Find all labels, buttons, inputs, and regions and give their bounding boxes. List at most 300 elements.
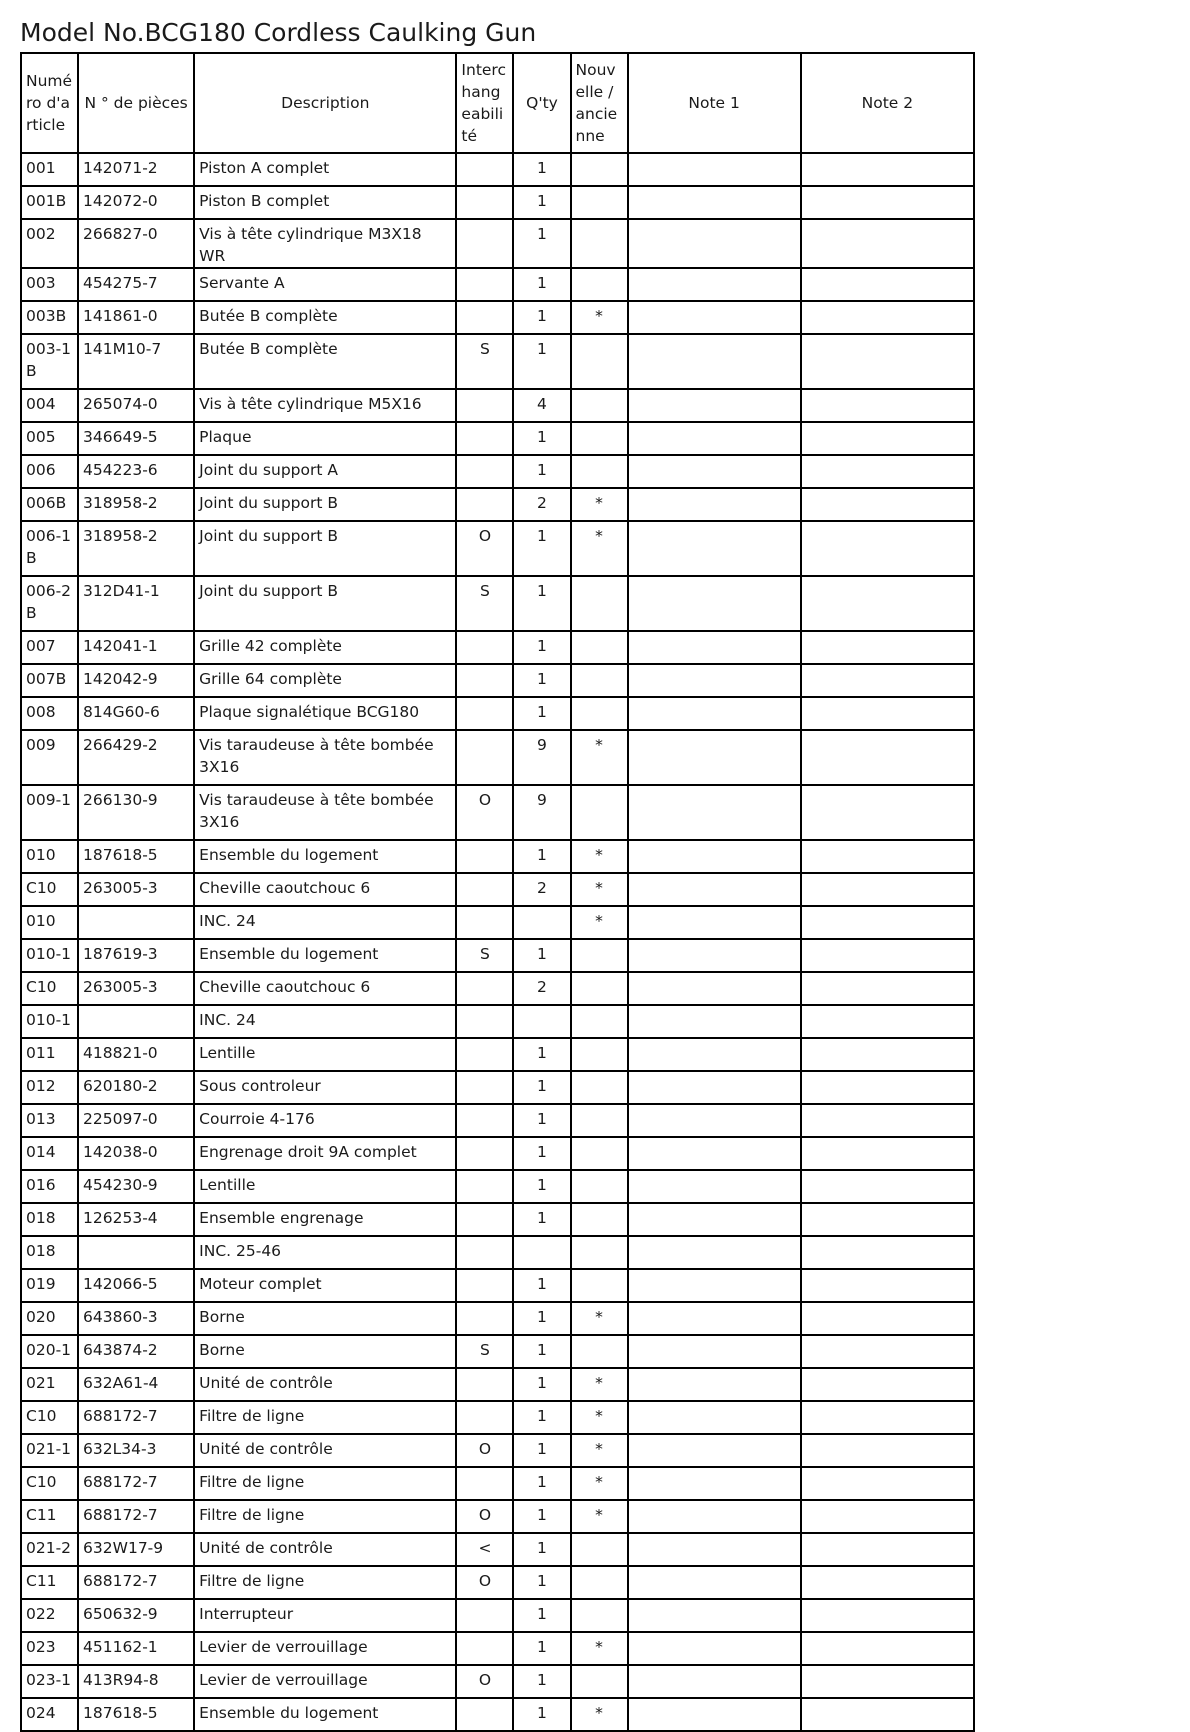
table-row xyxy=(21,1137,974,1170)
header-note-1: Note 1 xyxy=(628,53,801,153)
cell-note-2 xyxy=(801,939,974,972)
cell-item-number: 021-1 xyxy=(21,1434,78,1467)
table-row xyxy=(21,1236,974,1269)
cell-item-number: 003 xyxy=(21,268,78,301)
cell-note-1 xyxy=(628,906,801,939)
cell-note-1 xyxy=(628,1599,801,1632)
cell-part-number: 454230-9 xyxy=(78,1170,194,1203)
cell-part-number: 318958-2 xyxy=(78,488,194,521)
table-row xyxy=(21,1665,974,1698)
cell-note-1 xyxy=(628,576,801,631)
cell-interchangeability: O xyxy=(456,521,513,576)
cell-part-number: 413R94-8 xyxy=(78,1665,194,1698)
cell-new-old: * xyxy=(571,1467,628,1500)
cell-note-2 xyxy=(801,576,974,631)
table-row xyxy=(21,631,974,664)
cell-interchangeability: S xyxy=(456,334,513,389)
cell-part-number: 142038-0 xyxy=(78,1137,194,1170)
cell-new-old xyxy=(571,153,628,186)
cell-part-number: 187618-5 xyxy=(78,1698,194,1731)
cell-note-2 xyxy=(801,1137,974,1170)
cell-description: Filtre de ligne xyxy=(194,1566,456,1599)
cell-quantity: 1 xyxy=(513,1137,570,1170)
parts-table-body xyxy=(21,153,974,1731)
cell-note-2 xyxy=(801,1170,974,1203)
cell-quantity: 1 xyxy=(513,1467,570,1500)
cell-part-number: 454223-6 xyxy=(78,455,194,488)
cell-note-2 xyxy=(801,1533,974,1566)
cell-quantity: 1 xyxy=(513,334,570,389)
cell-interchangeability xyxy=(456,1368,513,1401)
cell-interchangeability xyxy=(456,1599,513,1632)
cell-new-old: * xyxy=(571,1302,628,1335)
cell-item-number: 008 xyxy=(21,697,78,730)
cell-new-old: * xyxy=(571,1632,628,1665)
cell-item-number: 021 xyxy=(21,1368,78,1401)
cell-new-old xyxy=(571,1269,628,1302)
table-row xyxy=(21,730,974,785)
cell-interchangeability xyxy=(456,1302,513,1335)
table-row xyxy=(21,1104,974,1137)
cell-note-2 xyxy=(801,785,974,840)
cell-quantity: 1 xyxy=(513,301,570,334)
cell-note-2 xyxy=(801,1071,974,1104)
cell-new-old xyxy=(571,1533,628,1566)
cell-item-number: 022 xyxy=(21,1599,78,1632)
cell-new-old xyxy=(571,268,628,301)
table-row xyxy=(21,840,974,873)
table-row xyxy=(21,1368,974,1401)
cell-item-number: 002 xyxy=(21,219,78,268)
cell-quantity: 1 xyxy=(513,1665,570,1698)
cell-note-1 xyxy=(628,1401,801,1434)
cell-item-number: C11 xyxy=(21,1500,78,1533)
cell-part-number xyxy=(78,906,194,939)
cell-quantity: 2 xyxy=(513,873,570,906)
cell-new-old: * xyxy=(571,730,628,785)
cell-quantity: 1 xyxy=(513,1500,570,1533)
cell-interchangeability: S xyxy=(456,576,513,631)
cell-note-1 xyxy=(628,664,801,697)
cell-note-1 xyxy=(628,1170,801,1203)
cell-interchangeability xyxy=(456,219,513,268)
cell-new-old: * xyxy=(571,301,628,334)
cell-note-2 xyxy=(801,1599,974,1632)
table-row xyxy=(21,785,974,840)
cell-note-2 xyxy=(801,1368,974,1401)
cell-description: Vis à tête cylindrique M3X18 WR xyxy=(194,219,456,268)
table-row xyxy=(21,1038,974,1071)
cell-note-1 xyxy=(628,334,801,389)
cell-quantity: 1 xyxy=(513,1566,570,1599)
cell-quantity: 4 xyxy=(513,389,570,422)
cell-item-number: 024 xyxy=(21,1698,78,1731)
cell-part-number: 142066-5 xyxy=(78,1269,194,1302)
cell-interchangeability xyxy=(456,1137,513,1170)
cell-interchangeability xyxy=(456,631,513,664)
table-row xyxy=(21,422,974,455)
cell-item-number: 001 xyxy=(21,153,78,186)
cell-note-1 xyxy=(628,153,801,186)
cell-interchangeability xyxy=(456,664,513,697)
cell-note-1 xyxy=(628,1203,801,1236)
cell-quantity: 1 xyxy=(513,1104,570,1137)
cell-part-number: 643874-2 xyxy=(78,1335,194,1368)
cell-item-number: C10 xyxy=(21,873,78,906)
cell-description: Joint du support A xyxy=(194,455,456,488)
cell-note-1 xyxy=(628,730,801,785)
table-row xyxy=(21,1203,974,1236)
cell-quantity: 2 xyxy=(513,972,570,1005)
cell-interchangeability: < xyxy=(456,1533,513,1566)
cell-item-number: 021-2 xyxy=(21,1533,78,1566)
cell-part-number: 142041-1 xyxy=(78,631,194,664)
cell-quantity: 1 xyxy=(513,1038,570,1071)
cell-note-1 xyxy=(628,1500,801,1533)
cell-part-number: 142042-9 xyxy=(78,664,194,697)
cell-interchangeability: O xyxy=(456,1500,513,1533)
cell-interchangeability xyxy=(456,1698,513,1731)
cell-new-old xyxy=(571,631,628,664)
cell-note-2 xyxy=(801,268,974,301)
cell-quantity: 1 xyxy=(513,1434,570,1467)
cell-note-2 xyxy=(801,1302,974,1335)
cell-new-old: * xyxy=(571,1401,628,1434)
cell-quantity: 1 xyxy=(513,1302,570,1335)
cell-part-number: 632W17-9 xyxy=(78,1533,194,1566)
cell-quantity: 1 xyxy=(513,1170,570,1203)
cell-interchangeability xyxy=(456,301,513,334)
cell-note-1 xyxy=(628,455,801,488)
cell-interchangeability xyxy=(456,697,513,730)
cell-note-1 xyxy=(628,1038,801,1071)
cell-note-2 xyxy=(801,1434,974,1467)
cell-new-old xyxy=(571,1203,628,1236)
cell-description: Levier de verrouillage xyxy=(194,1665,456,1698)
cell-part-number: 126253-4 xyxy=(78,1203,194,1236)
cell-description: Sous controleur xyxy=(194,1071,456,1104)
cell-description: INC. 25-46 xyxy=(194,1236,456,1269)
cell-new-old xyxy=(571,664,628,697)
table-row xyxy=(21,1566,974,1599)
cell-note-2 xyxy=(801,1005,974,1038)
cell-interchangeability xyxy=(456,1401,513,1434)
cell-new-old xyxy=(571,576,628,631)
cell-description: Borne xyxy=(194,1302,456,1335)
cell-quantity: 1 xyxy=(513,1269,570,1302)
cell-description: INC. 24 xyxy=(194,906,456,939)
cell-quantity: 1 xyxy=(513,1401,570,1434)
cell-note-2 xyxy=(801,1401,974,1434)
cell-note-1 xyxy=(628,1335,801,1368)
cell-item-number: 005 xyxy=(21,422,78,455)
cell-quantity: 1 xyxy=(513,521,570,576)
cell-description: Filtre de ligne xyxy=(194,1467,456,1500)
cell-note-1 xyxy=(628,785,801,840)
cell-note-1 xyxy=(628,1137,801,1170)
cell-quantity: 1 xyxy=(513,840,570,873)
cell-description: Unité de contrôle xyxy=(194,1434,456,1467)
cell-description: Grille 64 complète xyxy=(194,664,456,697)
cell-quantity: 1 xyxy=(513,186,570,219)
cell-note-1 xyxy=(628,186,801,219)
parts-table xyxy=(20,52,975,1732)
cell-note-1 xyxy=(628,1104,801,1137)
table-header-row xyxy=(21,53,974,153)
cell-item-number: 001B xyxy=(21,186,78,219)
cell-item-number: 006B xyxy=(21,488,78,521)
cell-new-old: * xyxy=(571,488,628,521)
cell-note-2 xyxy=(801,1500,974,1533)
cell-new-old xyxy=(571,1104,628,1137)
cell-interchangeability xyxy=(456,186,513,219)
cell-part-number: 187619-3 xyxy=(78,939,194,972)
table-row xyxy=(21,1335,974,1368)
cell-note-1 xyxy=(628,389,801,422)
table-row xyxy=(21,1302,974,1335)
cell-interchangeability xyxy=(456,1467,513,1500)
cell-note-1 xyxy=(628,1236,801,1269)
cell-quantity: 1 xyxy=(513,153,570,186)
cell-item-number: 010-1 xyxy=(21,1005,78,1038)
table-row xyxy=(21,301,974,334)
table-row xyxy=(21,1401,974,1434)
cell-note-2 xyxy=(801,1566,974,1599)
cell-new-old xyxy=(571,1071,628,1104)
cell-note-2 xyxy=(801,972,974,1005)
cell-interchangeability xyxy=(456,972,513,1005)
cell-interchangeability xyxy=(456,153,513,186)
header-description: Description xyxy=(194,53,456,153)
cell-item-number: 006 xyxy=(21,455,78,488)
cell-note-2 xyxy=(801,1632,974,1665)
cell-quantity: 1 xyxy=(513,268,570,301)
table-row xyxy=(21,1632,974,1665)
cell-item-number: 023 xyxy=(21,1632,78,1665)
cell-note-2 xyxy=(801,455,974,488)
cell-item-number: 009 xyxy=(21,730,78,785)
cell-quantity: 1 xyxy=(513,576,570,631)
cell-note-1 xyxy=(628,1302,801,1335)
cell-quantity: 1 xyxy=(513,939,570,972)
cell-note-2 xyxy=(801,334,974,389)
cell-new-old: * xyxy=(571,521,628,576)
cell-note-1 xyxy=(628,1533,801,1566)
table-row xyxy=(21,664,974,697)
cell-part-number: 643860-3 xyxy=(78,1302,194,1335)
cell-description: Lentille xyxy=(194,1170,456,1203)
table-row xyxy=(21,521,974,576)
cell-interchangeability xyxy=(456,422,513,455)
cell-part-number: 266827-0 xyxy=(78,219,194,268)
cell-note-1 xyxy=(628,873,801,906)
cell-description: Cheville caoutchouc 6 xyxy=(194,873,456,906)
cell-note-2 xyxy=(801,730,974,785)
cell-description: Borne xyxy=(194,1335,456,1368)
cell-item-number: 018 xyxy=(21,1203,78,1236)
cell-note-1 xyxy=(628,697,801,730)
cell-note-1 xyxy=(628,1368,801,1401)
table-row xyxy=(21,906,974,939)
cell-interchangeability xyxy=(456,730,513,785)
cell-part-number: 225097-0 xyxy=(78,1104,194,1137)
cell-note-1 xyxy=(628,219,801,268)
cell-interchangeability xyxy=(456,1104,513,1137)
table-row xyxy=(21,972,974,1005)
cell-part-number: 688172-7 xyxy=(78,1401,194,1434)
cell-new-old xyxy=(571,219,628,268)
cell-interchangeability xyxy=(456,1632,513,1665)
cell-interchangeability xyxy=(456,1236,513,1269)
cell-new-old xyxy=(571,422,628,455)
cell-new-old xyxy=(571,455,628,488)
cell-note-2 xyxy=(801,1335,974,1368)
cell-note-2 xyxy=(801,1269,974,1302)
cell-item-number: 016 xyxy=(21,1170,78,1203)
cell-interchangeability xyxy=(456,488,513,521)
cell-new-old: * xyxy=(571,906,628,939)
cell-new-old: * xyxy=(571,1698,628,1731)
cell-quantity: 1 xyxy=(513,1599,570,1632)
cell-part-number: 451162-1 xyxy=(78,1632,194,1665)
cell-note-2 xyxy=(801,697,974,730)
cell-description: Unité de contrôle xyxy=(194,1368,456,1401)
table-row xyxy=(21,455,974,488)
cell-item-number: 007B xyxy=(21,664,78,697)
cell-note-1 xyxy=(628,972,801,1005)
cell-description: INC. 24 xyxy=(194,1005,456,1038)
cell-note-2 xyxy=(801,1038,974,1071)
cell-quantity: 1 xyxy=(513,664,570,697)
page-title: Model No.BCG180 Cordless Caulking Gun xyxy=(20,18,537,47)
cell-new-old: * xyxy=(571,873,628,906)
table-row xyxy=(21,219,974,268)
cell-part-number: 141M10-7 xyxy=(78,334,194,389)
cell-quantity: 1 xyxy=(513,1335,570,1368)
cell-description: Joint du support B xyxy=(194,576,456,631)
cell-interchangeability xyxy=(456,455,513,488)
cell-interchangeability xyxy=(456,840,513,873)
cell-interchangeability xyxy=(456,1269,513,1302)
cell-item-number: 020 xyxy=(21,1302,78,1335)
cell-part-number: 632A61-4 xyxy=(78,1368,194,1401)
cell-part-number: 187618-5 xyxy=(78,840,194,873)
cell-item-number: 006-2B xyxy=(21,576,78,631)
table-row xyxy=(21,153,974,186)
table-row xyxy=(21,1005,974,1038)
cell-note-2 xyxy=(801,389,974,422)
table-row xyxy=(21,873,974,906)
cell-quantity: 1 xyxy=(513,1533,570,1566)
cell-item-number: C10 xyxy=(21,1401,78,1434)
cell-note-1 xyxy=(628,521,801,576)
cell-note-1 xyxy=(628,1071,801,1104)
cell-note-2 xyxy=(801,186,974,219)
cell-description: Piston B complet xyxy=(194,186,456,219)
header-new-old: Nouvelle / ancienne xyxy=(571,53,628,153)
table-row xyxy=(21,1698,974,1731)
cell-interchangeability xyxy=(456,1071,513,1104)
cell-note-2 xyxy=(801,1236,974,1269)
cell-note-1 xyxy=(628,1566,801,1599)
cell-description: Vis taraudeuse à tête bombée 3X16 xyxy=(194,730,456,785)
table-row xyxy=(21,1599,974,1632)
cell-quantity: 1 xyxy=(513,1368,570,1401)
cell-new-old xyxy=(571,1599,628,1632)
cell-description: Ensemble du logement xyxy=(194,1698,456,1731)
cell-part-number: 688172-7 xyxy=(78,1467,194,1500)
cell-part-number: 688172-7 xyxy=(78,1566,194,1599)
header-item-number: Numéro d'article xyxy=(21,53,78,153)
cell-description: Moteur complet xyxy=(194,1269,456,1302)
cell-interchangeability: O xyxy=(456,1434,513,1467)
cell-description: Butée B complète xyxy=(194,334,456,389)
cell-interchangeability xyxy=(456,1038,513,1071)
cell-part-number: 688172-7 xyxy=(78,1500,194,1533)
cell-item-number: C11 xyxy=(21,1566,78,1599)
cell-description: Vis taraudeuse à tête bombée 3X16 xyxy=(194,785,456,840)
table-row xyxy=(21,389,974,422)
cell-note-2 xyxy=(801,873,974,906)
cell-item-number: 020-1 xyxy=(21,1335,78,1368)
cell-part-number: 814G60-6 xyxy=(78,697,194,730)
cell-note-1 xyxy=(628,1005,801,1038)
cell-item-number: 013 xyxy=(21,1104,78,1137)
cell-part-number: 318958-2 xyxy=(78,521,194,576)
cell-item-number: 010 xyxy=(21,906,78,939)
cell-quantity xyxy=(513,1005,570,1038)
cell-description: Servante A xyxy=(194,268,456,301)
table-row xyxy=(21,939,974,972)
cell-part-number: 141861-0 xyxy=(78,301,194,334)
cell-interchangeability: O xyxy=(456,1566,513,1599)
cell-interchangeability xyxy=(456,1170,513,1203)
table-row xyxy=(21,488,974,521)
cell-interchangeability: O xyxy=(456,1665,513,1698)
cell-interchangeability xyxy=(456,1005,513,1038)
cell-item-number: 012 xyxy=(21,1071,78,1104)
cell-new-old xyxy=(571,334,628,389)
cell-part-number: 418821-0 xyxy=(78,1038,194,1071)
cell-interchangeability: O xyxy=(456,785,513,840)
table-row xyxy=(21,1467,974,1500)
cell-note-1 xyxy=(628,422,801,455)
cell-quantity: 9 xyxy=(513,785,570,840)
cell-quantity xyxy=(513,906,570,939)
cell-note-1 xyxy=(628,1632,801,1665)
cell-quantity: 1 xyxy=(513,1632,570,1665)
cell-description: Lentille xyxy=(194,1038,456,1071)
cell-new-old xyxy=(571,972,628,1005)
cell-quantity: 9 xyxy=(513,730,570,785)
cell-interchangeability xyxy=(456,906,513,939)
cell-description: Ensemble engrenage xyxy=(194,1203,456,1236)
cell-note-2 xyxy=(801,153,974,186)
cell-note-1 xyxy=(628,939,801,972)
header-quantity: Q'ty xyxy=(513,53,570,153)
cell-item-number: 011 xyxy=(21,1038,78,1071)
table-row xyxy=(21,1071,974,1104)
cell-item-number: 010 xyxy=(21,840,78,873)
table-row xyxy=(21,268,974,301)
cell-note-2 xyxy=(801,1698,974,1731)
header-note-2: Note 2 xyxy=(801,53,974,153)
cell-description: Ensemble du logement xyxy=(194,939,456,972)
cell-note-2 xyxy=(801,1203,974,1236)
table-row xyxy=(21,697,974,730)
cell-part-number: 265074-0 xyxy=(78,389,194,422)
cell-interchangeability xyxy=(456,873,513,906)
